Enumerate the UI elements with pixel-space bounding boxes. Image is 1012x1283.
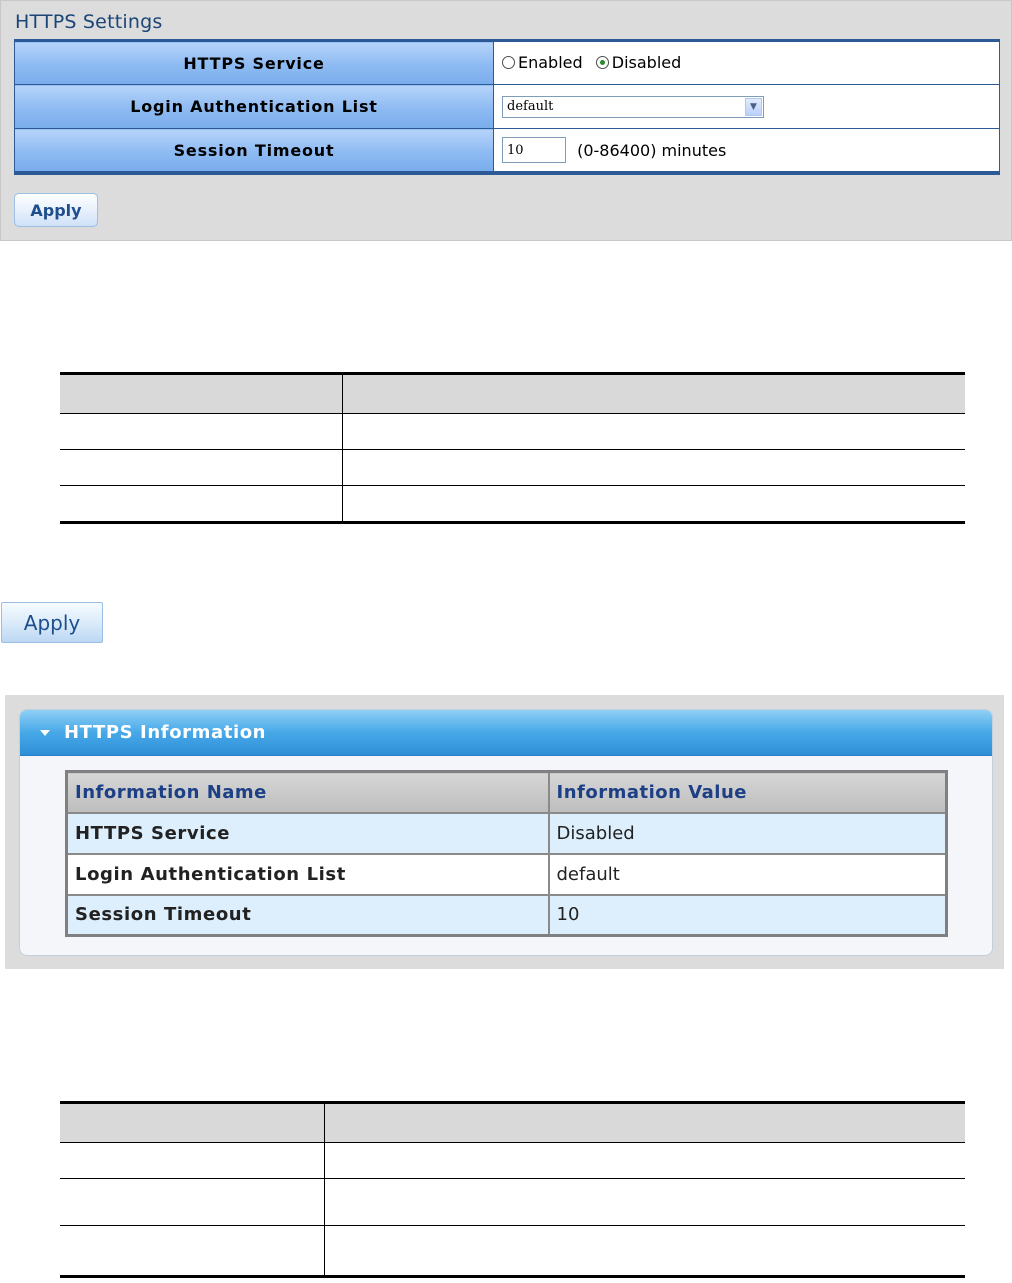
description-table-information: [60, 1101, 965, 1278]
info-name-cell: Login Authentication List: [67, 854, 549, 895]
column-header-name: Information Name: [67, 772, 549, 813]
description-table-settings: [60, 372, 965, 524]
info-value-cell: Disabled: [549, 813, 947, 854]
table-row: [60, 1226, 965, 1277]
info-value-cell: default: [549, 854, 947, 895]
info-name-cell: HTTPS Service: [67, 813, 549, 854]
radio-enabled-label: Enabled: [518, 53, 583, 73]
collapse-triangle-icon[interactable]: [40, 730, 50, 736]
settings-row-https-service: [15, 41, 1000, 85]
info-header[interactable]: [20, 710, 992, 756]
table-row: [60, 450, 965, 486]
table-row: [67, 895, 947, 936]
radio-disabled-label: Disabled: [611, 53, 682, 73]
apply-button[interactable]: Apply: [1, 602, 103, 643]
https-information-panel: [5, 695, 1004, 969]
table-row: [67, 813, 947, 854]
session-timeout-range: (0-86400) minutes: [577, 140, 727, 160]
info-table: [65, 770, 948, 937]
info-name-cell: Session Timeout: [67, 895, 549, 936]
session-timeout-label: Session Timeout: [15, 129, 494, 173]
radio-disabled[interactable]: [596, 53, 682, 72]
table-header-row: [60, 1103, 965, 1143]
login-auth-select[interactable]: [502, 96, 764, 118]
login-auth-value: [494, 85, 1000, 129]
settings-title: HTTPS Settings: [15, 11, 163, 33]
settings-apply-button[interactable]: Apply: [14, 193, 98, 227]
settings-row-session-timeout: [15, 129, 1000, 173]
table-row: [60, 486, 965, 523]
chevron-down-icon[interactable]: ▼: [745, 98, 762, 116]
info-table-header: [67, 772, 947, 813]
login-auth-label: Login Authentication List: [15, 85, 494, 129]
table-row: [67, 854, 947, 895]
info-inner: [19, 709, 993, 956]
info-value-cell: 10: [549, 895, 947, 936]
column-header-value: Information Value: [549, 772, 947, 813]
table-row: [60, 1179, 965, 1226]
table-row: [60, 414, 965, 450]
radio-enabled-circle[interactable]: [502, 56, 515, 69]
table-row: [60, 1143, 965, 1179]
session-timeout-value: [494, 129, 1000, 173]
https-service-label: HTTPS Service: [15, 41, 494, 85]
settings-table: [14, 39, 1000, 175]
login-auth-select-value: default: [507, 99, 554, 115]
https-service-value: [494, 41, 1000, 85]
https-settings-panel: [0, 0, 1012, 241]
radio-disabled-circle[interactable]: [596, 56, 609, 69]
session-timeout-input[interactable]: 10: [502, 137, 566, 163]
info-title: HTTPS Information: [64, 722, 267, 743]
radio-enabled[interactable]: [502, 53, 583, 72]
settings-row-login-auth: [15, 85, 1000, 129]
table-header-row: [60, 374, 965, 414]
